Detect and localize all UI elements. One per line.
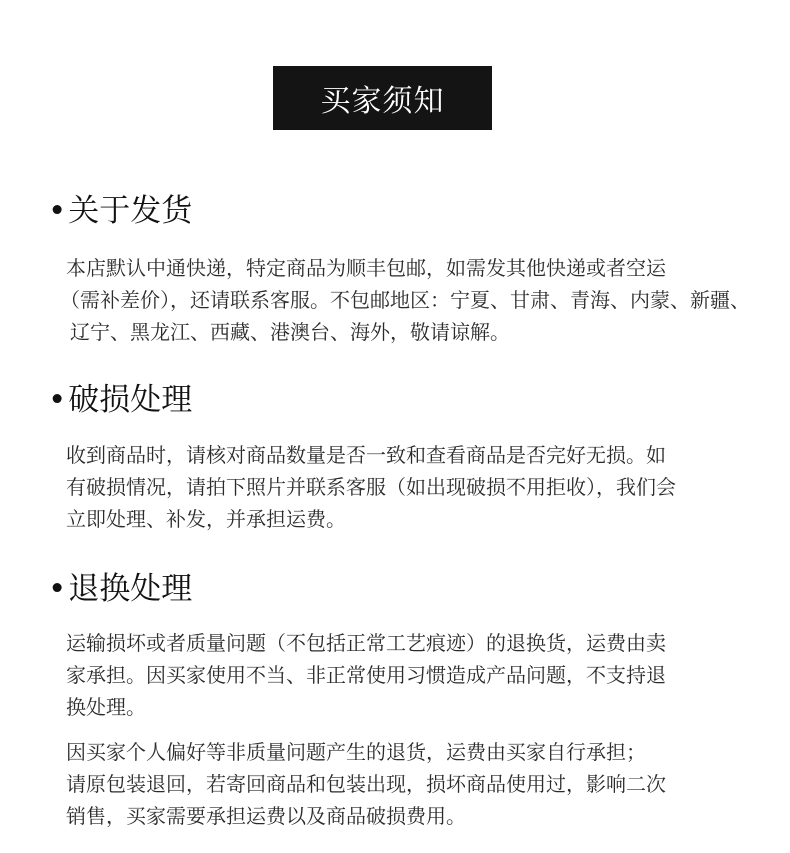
section-heading-text: 关于发货 xyxy=(68,193,193,229)
paragraph-line: 收到商品时，请核对商品数量是否一致和查看商品是否完好无损。如 xyxy=(66,443,666,467)
paragraph-line: 请原包装退回，若寄回商品和包装出现，损坏商品使用过，影响二次 xyxy=(66,772,666,796)
bullet-dot: • xyxy=(48,571,67,607)
returns-paragraph-quality xyxy=(66,627,756,723)
paragraph-line: 销售，买家需要承担运费以及商品破损费用。 xyxy=(66,804,466,828)
title-banner xyxy=(273,66,492,130)
paragraph-line: 家承担。因买家使用不当、非正常使用习惯造成产品问题，不支持退 xyxy=(66,663,666,687)
section-heading-returns xyxy=(48,571,193,607)
returns-paragraph-preference xyxy=(66,736,756,832)
section-heading-damage xyxy=(48,382,193,418)
page-title: 买家须知 xyxy=(320,84,445,119)
shipping-paragraph xyxy=(60,252,756,348)
paragraph-line: 有破损情况，请拍下照片并联系客服（如出现破损不用拒收），我们会 xyxy=(66,475,676,499)
paragraph-line: 本店默认中通快递，特定商品为顺丰包邮，如需发其他快递或者空运 xyxy=(66,256,666,280)
paragraph-line: （需补差价），还请联系客服。不包邮地区：宁夏、甘肃、青海、内蒙、新疆、 xyxy=(60,288,750,312)
section-heading-shipping xyxy=(48,193,193,229)
paragraph-line: 运输损坏或者质量问题（不包括正常工艺痕迹）的退换货，运费由卖 xyxy=(66,631,666,655)
damage-paragraph xyxy=(66,439,756,535)
section-heading-text: 破损处理 xyxy=(68,382,193,418)
paragraph-line: 立即处理、补发，并承担运费。 xyxy=(66,507,346,531)
paragraph-line: 辽宁、黑龙江、西藏、港澳台、海外，敬请谅解。 xyxy=(70,320,510,344)
paragraph-line: 换处理。 xyxy=(66,695,146,719)
bullet-dot: • xyxy=(48,193,67,229)
section-heading-text: 退换处理 xyxy=(68,571,193,607)
paragraph-line: 因买家个人偏好等非质量问题产生的退货，运费由买家自行承担； xyxy=(66,740,646,764)
bullet-dot: • xyxy=(48,382,67,418)
